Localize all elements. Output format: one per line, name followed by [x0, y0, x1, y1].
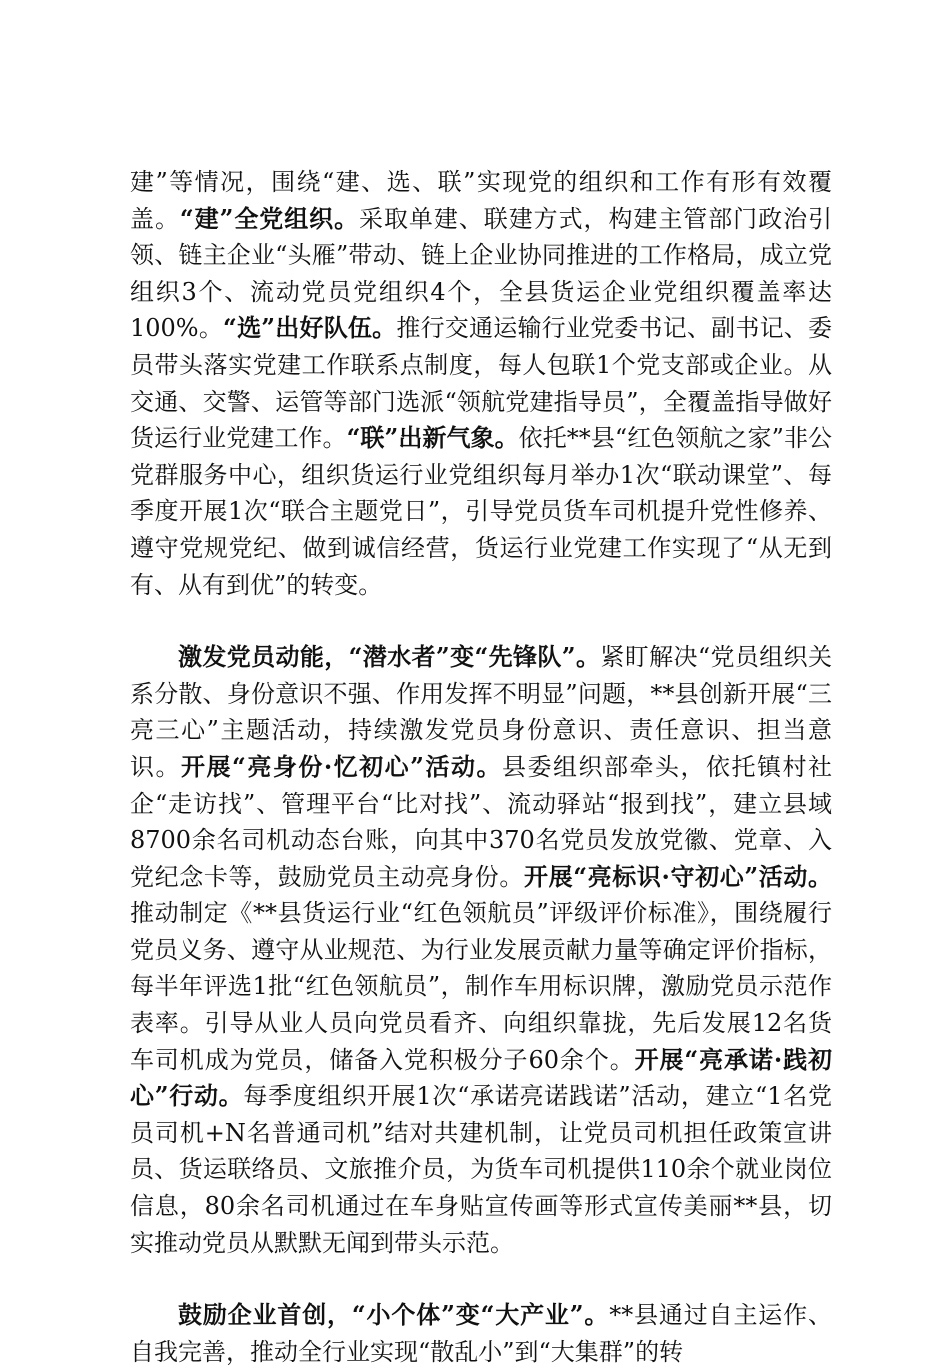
paragraph-gap	[130, 603, 832, 639]
paragraph-1-text: 依托**县“红色领航之家”非公党群服务中心，组织货运行业党组织每月举办1次“联动课堂”、每季度开展1次“联合主题党日”，引导党员货车司机提升党性修养、遵守党规党纪、做到诚信经营，货运行业党建工作实现了“从无到有、从有到优”的转变。	[130, 424, 833, 599]
paragraph-2-text: 县委组织部牵头，依托镇村社企“走访找”、管理平台“比对找”、流动驿站“报到找”，建立县域8700余名司机动态台账，向其中370名党员发放党徽、党章、入党纪念卡等，鼓励党员主动亮身份。	[130, 752, 833, 891]
paragraph-3	[130, 1297, 832, 1370]
paragraph-2-text: 推动制定《**县货运行业“红色领航员”评级评价标准》，围绕履行党员义务、遵守从业规范、为行业发展贡献力量等确定评价指标，每半年评选1批“红色领航员”，制作车用标识牌，激励党员示范作表率。引导从业人员向党员看齐、向组织靠拢，先后发展12名货车司机成为党员，储备入党积极分子60余个。	[130, 899, 832, 1074]
heading-xuan: “选”出好队伍。	[223, 313, 397, 343]
heading-lian: “联”出新气象。	[346, 423, 519, 453]
section-heading-industry: 鼓励企业首创，“小个体”变“大产业”。	[178, 1300, 610, 1330]
paragraph-1-text: 建”等情况，围绕“建、选、联”实现党的组织和工作有形有效覆盖。	[130, 168, 832, 233]
paragraph-1-text: 采取单建、联建方式，构建主管部门政治引领、链主企业“头雁”带动、链上企业协同推进的工作格局，成立党组织3个、流动党员党组织4个，全县货运企业党组织覆盖率达100%。	[130, 204, 833, 343]
heading-liang-chengnuo: 开展“亮承诺·践初心”行动。	[130, 1044, 832, 1111]
paragraph-2-text: 每季度组织开展1次“承诺亮诺践诺”活动，建立“1名党员司机+N名普通司机”结对共建机制，让党员司机担任政策宣讲员、货运联络员、文旅推介员，为货车司机提供110余个就业岗位信息，80余名司机通过在车身贴宣传画等形式宣传美丽**县，切实推动党员从默默无闻到带头示范。	[130, 1082, 832, 1257]
paragraph-3-text: **县通过自主运作、自我完善，推动全行业实现“散乱小”到“大集群”的转	[130, 1301, 832, 1366]
paragraph-2	[130, 639, 832, 1261]
section-heading-pioneer: 激发党员动能，“潜水者”变“先锋队”。	[178, 642, 601, 672]
document-body	[130, 164, 832, 1370]
heading-liang-shenfen: 开展“亮身份·忆初心”活动。	[181, 751, 502, 781]
paragraph-2-text: 紧盯解决“党员组织关系分散、身份意识不强、作用发挥不明显”问题，**县创新开展“三亮三心”主题活动，持续激发党员身份意识、责任意识、担当意识。	[130, 643, 832, 781]
paragraph-gap	[130, 1261, 832, 1297]
heading-jian: “建”全党组织。	[179, 203, 360, 233]
paragraph-1-text: 推行交通运输行业党委书记、副书记、委员带头落实党建工作联系点制度，每人包联1个党支部或企业。从交通、交警、运管等部门选派“领航党建指导员”，全覆盖指导做好货运行业党建工作。	[130, 314, 833, 453]
paragraph-1	[130, 164, 832, 603]
heading-liang-biaoshi: 开展“亮标识·守初心”活动。	[523, 861, 833, 891]
